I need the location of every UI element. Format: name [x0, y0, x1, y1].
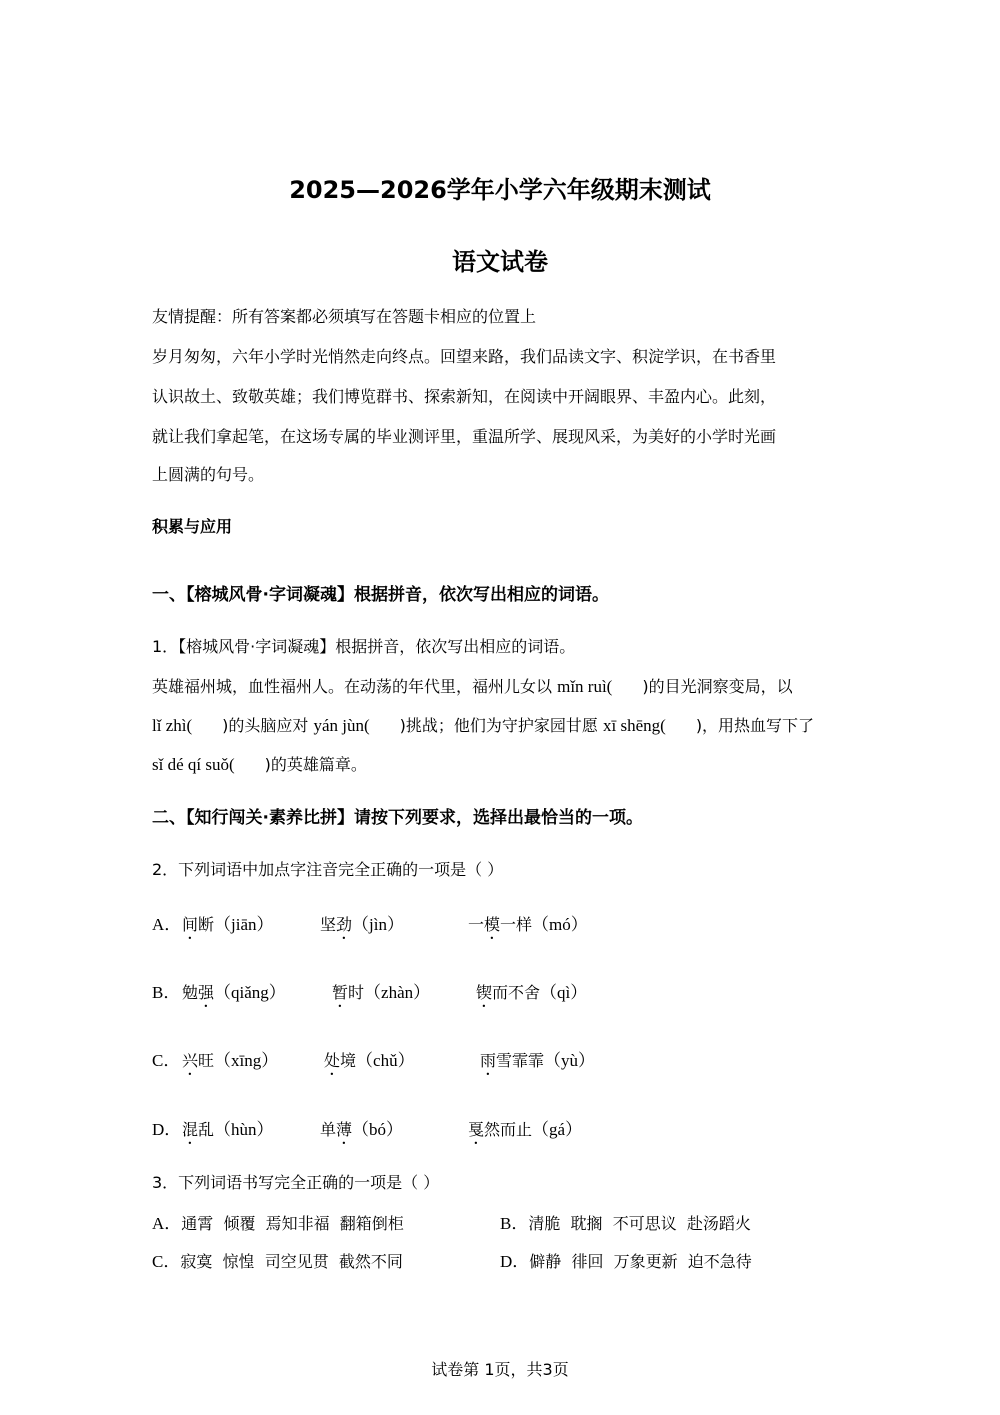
q1-text: )挑战；他们为守护家园甘愿: [399, 716, 604, 735]
q2-a-word-3: 一模一样（mó）: [468, 915, 588, 934]
intro-line: 认识故土、致敬英雄；我们博览群书、探索新知，在阅读中开阔眼界、丰盈内心。此刻，: [152, 387, 777, 406]
q2-a-word-2: 坚劲（jìn）: [320, 915, 404, 934]
q2-option-d[interactable]: [152, 1115, 181, 1140]
q1-line-2: [152, 713, 814, 736]
q3-option-a[interactable]: A．通霄 倾覆 焉知非福 翻箱倒柜: [152, 1214, 404, 1233]
q1-text: 英雄福州城，血性福州人。在动荡的年代里，福州儿女以: [152, 677, 558, 696]
q2-d-word-2: 单薄（bó）: [320, 1120, 404, 1139]
q2-a-word-1: 间断（jiān）: [182, 915, 274, 934]
q1-text: )，用热血写下了: [695, 716, 815, 735]
q1-line-3: [152, 752, 367, 775]
reminder-text: 友情提醒：所有答案都必须填写在答题卡相应的位置上: [152, 307, 537, 326]
pinyin-yanjun: yán jùn(: [313, 716, 370, 735]
option-letter: C．: [152, 1051, 181, 1070]
option-letter: A．: [152, 915, 182, 934]
intro-line: 岁月匆匆，六年小学时光悄然走向终点。回望来路，我们品读文字、积淀学识，在书香里: [152, 347, 777, 366]
section-heading: 积累与应用: [152, 517, 233, 536]
intro-line: 就让我们拿起笔，在这场专属的毕业测评里，重温所学、展现风采，为美好的小学时光画: [152, 427, 777, 446]
q2-b-word-1: 勉强（qiǎng）: [182, 983, 286, 1002]
q2-d-word-1: 混乱（hùn）: [182, 1120, 274, 1139]
q2-b-word-2: 暂时（zhàn）: [332, 983, 431, 1002]
q2-option-c[interactable]: [152, 1046, 180, 1071]
q1-text: )的目光洞察变局，以: [642, 677, 793, 696]
exam-subtitle: 语文试卷: [452, 248, 548, 276]
intro-line: 上圆满的句号。: [152, 465, 265, 484]
q3-option-b[interactable]: B．清脆 耽搁 不可思议 赴汤蹈火: [500, 1214, 751, 1233]
q2-option-b[interactable]: [152, 978, 180, 1003]
pinyin-sideqisuo: sǐ dé qí suǒ(: [152, 755, 235, 774]
q1-line-1: [152, 674, 793, 697]
q1-label: 1．【榕城风骨·字词凝魂】根据拼音，依次写出相应的词语。: [152, 637, 576, 656]
pinyin-xisheng: xī shēng(: [603, 716, 666, 735]
q2-b-word-3: 锲而不舍（qì）: [476, 983, 588, 1002]
part2-heading: 二、【知行闯关·素养比拼】请按下列要求，选择出最恰当的一项。: [152, 808, 643, 828]
q2-c-word-3: 雨雪霏霏（yù）: [480, 1051, 596, 1070]
q3-option-d[interactable]: D．僻静 徘回 万象更新 迫不急待: [500, 1252, 752, 1271]
q3-option-c[interactable]: C．寂寞 惊惶 司空见贯 截然不同: [152, 1252, 403, 1271]
q2-d-word-3: 戛然而止（gá）: [468, 1120, 583, 1139]
q3-stem: 3．下列词语书写完全正确的一项是（ ）: [152, 1173, 440, 1192]
q2-stem: 2．下列词语中加点字注音完全正确的一项是（ ）: [152, 860, 504, 879]
q1-text: )的英雄篇章。: [264, 755, 367, 774]
pinyin-lizhi: lǐ zhì(: [152, 716, 193, 735]
q2-c-word-2: 处境（chǔ）: [324, 1051, 415, 1070]
option-letter: D．: [152, 1120, 182, 1139]
part1-heading: 一、【榕城风骨·字词凝魂】根据拼音，依次写出相应的词语。: [152, 585, 609, 605]
q2-option-a[interactable]: [152, 910, 181, 935]
q2-c-word-1: 兴旺（xīng）: [182, 1051, 279, 1070]
page-footer: 试卷第 1页，共3页: [431, 1360, 569, 1379]
exam-title: 2025—2026学年小学六年级期末测试: [289, 176, 711, 204]
option-letter: B．: [152, 983, 181, 1002]
pinyin-minrui: mǐn ruì(: [557, 677, 613, 696]
q1-text: )的头脑应对: [222, 716, 314, 735]
